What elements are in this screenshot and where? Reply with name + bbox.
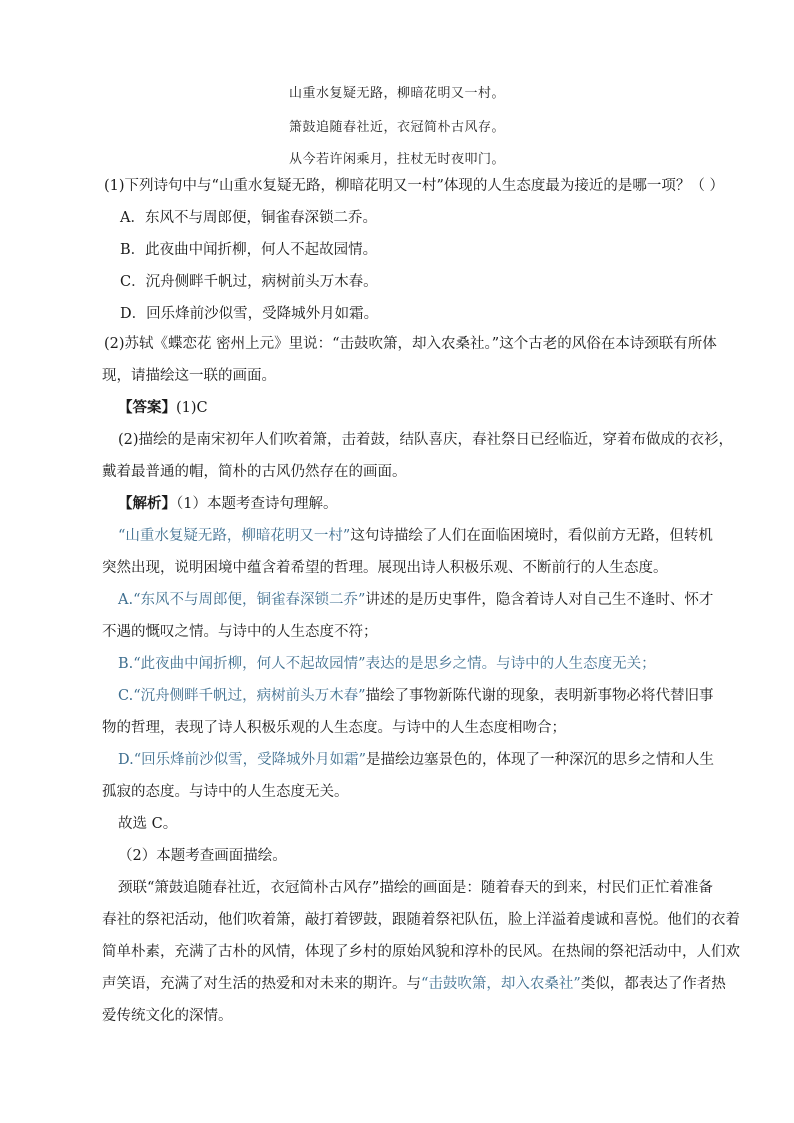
analysis-b-line <box>118 654 734 674</box>
analysis-a-line-2: 不遇的慨叹之情。与诗中的人生态度不符； <box>102 624 378 640</box>
analysis-p2-line-4 <box>102 974 734 994</box>
poem-line-1: 山重水复疑无路，柳暗花明又一村。 <box>288 86 505 101</box>
analysis-heading <box>118 494 734 514</box>
question-1-stem: (1)下列诗句中与“山重水复疑无路，柳暗花明又一村”体现的人生态度最为接近的是哪一项？（ ） <box>104 178 724 194</box>
quote: “沉舟侧畔千帆过，病树前头万木春” <box>133 688 366 704</box>
text: “此夜曲中闻折柳，何人不起故园情”表达的是思乡之情。与诗中的人生态度无关； <box>133 656 656 672</box>
text: 声笑语，充满了对生活的热爱和对未来的期许。与 <box>102 976 421 992</box>
analysis-a-line-1 <box>118 590 734 610</box>
prefix: A. <box>118 592 134 608</box>
answer-choice: 故选 C。 <box>118 816 178 832</box>
analysis-label: 【解析】 <box>118 495 176 512</box>
answer-2-line-2: 戴着最普通的帽，简朴的古风仍然存在的画面。 <box>102 464 407 480</box>
text: 讲述的是历史事件，隐含着诗人对自己生不逢时、怀才 <box>365 592 714 608</box>
answer-1: (1)C <box>176 400 208 416</box>
option-b: B．此夜曲中闻折柳，何人不起故园情。 <box>120 242 378 258</box>
question-2-line-2: 现，请描绘这一联的画面。 <box>102 368 276 384</box>
poem-line-3: 从今若许闲乘月，拄杖无时夜叩门。 <box>288 152 505 167</box>
quote: “击鼓吹箫，却入农桑社” <box>421 976 581 992</box>
option-c: C．沉舟侧畔千帆过，病树前头万木春。 <box>120 274 378 290</box>
analysis-p2-line-1: 颈联“箫鼓追随春社近，衣冠简朴古风存”描绘的画面是：随着春天的到来，村民们正忙着准备 <box>118 880 713 896</box>
prefix: D. <box>118 752 134 768</box>
analysis-p1-line-1 <box>118 526 734 546</box>
quote: “回乐烽前沙似雪，受降城外月如霜” <box>133 752 367 768</box>
text: 描绘了事物新陈代谢的现象，表明新事物必将代替旧事 <box>365 688 714 704</box>
analysis-p2-line-2: 春社的祭祀活动，他们吹着箫，敲打着锣鼓，跟随着祭祀队伍，脸上洋溢着虔诚和喜悦。他们的衣着 <box>102 912 740 928</box>
analysis-2-heading: （2）本题考查画面描绘。 <box>118 848 287 864</box>
text: 是描绘边塞景色的，体现了一种深沉的思乡之情和人生 <box>366 752 715 768</box>
option-a: A．东风不与周郎便，铜雀春深锁二乔。 <box>120 210 377 226</box>
analysis-p2-line-3: 简单朴素，充满了古朴的风情，体现了乡村的原始风貌和淳朴的民风。在热闹的祭祀活动中，人们欢 <box>102 944 740 960</box>
text: 这句诗描绘了人们在面临困境时，看似前方无路，但转机 <box>350 528 713 544</box>
analysis-p2-line-5: 爱传统文化的深情。 <box>102 1008 233 1024</box>
answer-label: 【答案】 <box>118 399 176 416</box>
prefix: B. <box>118 656 134 672</box>
option-d: D．回乐烽前沙似雪，受降城外月如霜。 <box>120 306 379 322</box>
answer-2-line-1: (2)描绘的是南宋初年人们吹着箫，击着鼓，结队喜庆，春社祭日已经临近，穿着布做成的衣衫， <box>118 432 734 448</box>
question-2-line-1: (2)苏轼《蝶恋花 密州上元》里说：“击鼓吹箫，却入农桑社。”这个古老的风俗在本诗颈联有所体 <box>104 336 717 352</box>
analysis-p1-line-2: 突然出现，说明困境中蕴含着希望的哲理。展现出诗人积极乐观、不断前行的人生态度。 <box>102 560 668 576</box>
analysis-d-line-1 <box>118 750 734 770</box>
analysis-d-line-2: 孤寂的态度。与诗中的人生态度无关。 <box>102 784 349 800</box>
analysis-c-line-1 <box>118 686 734 706</box>
poem-line-2: 箫鼓追随春社近，衣冠简朴古风存。 <box>288 120 505 135</box>
quote: “东风不与周郎便，铜雀春深锁二乔” <box>133 592 366 608</box>
prefix: C. <box>118 688 134 704</box>
quote: “山重水复疑无路，柳暗花明又一村” <box>118 528 351 544</box>
analysis-intro: （1）本题考查诗句理解。 <box>176 496 338 512</box>
analysis-c-line-2: 物的哲理，表现了诗人积极乐观的人生态度。与诗中的人生态度相吻合； <box>102 720 566 736</box>
text: 类似，都表达了作者热 <box>580 976 726 992</box>
answer-line <box>118 398 734 418</box>
